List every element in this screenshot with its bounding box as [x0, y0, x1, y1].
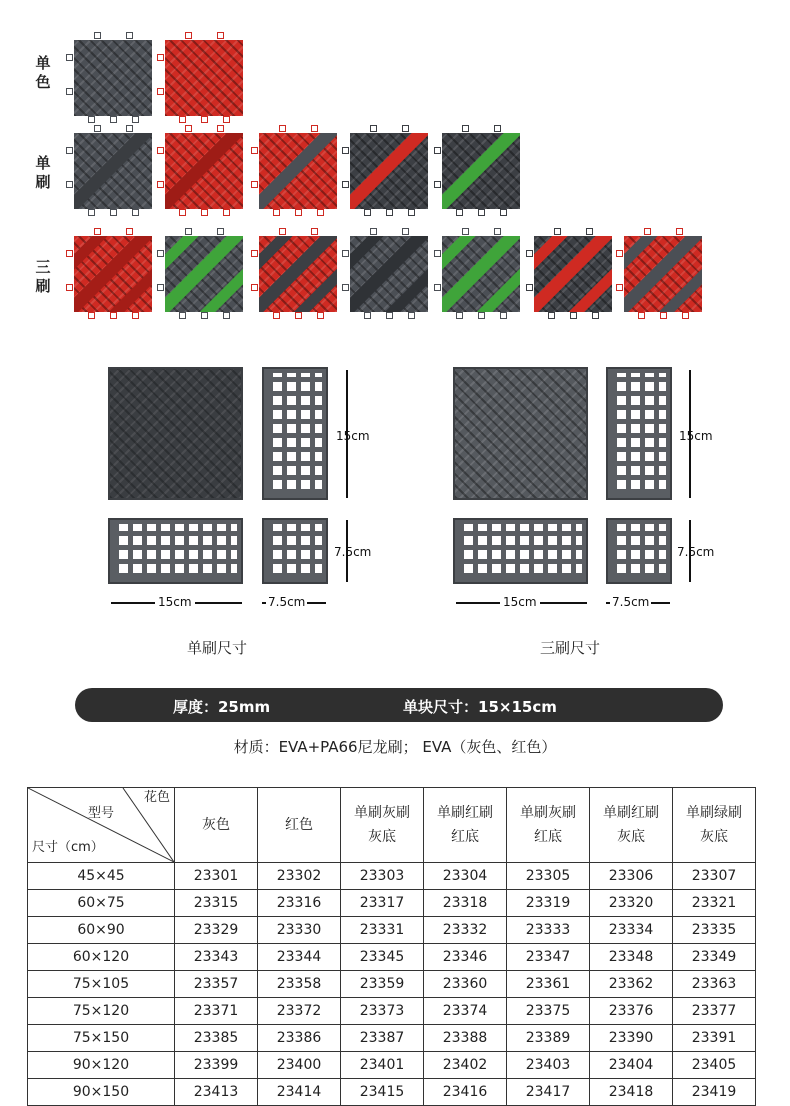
model-code-cell: 23307 [673, 863, 756, 890]
row-label-triple-brush: 三刷 [35, 258, 51, 295]
spec-banner [75, 688, 723, 722]
model-code-cell: 23359 [341, 971, 424, 998]
model-code-cell: 23344 [258, 944, 341, 971]
table-row [28, 1052, 756, 1079]
table-header-text: 灰色 [202, 817, 230, 833]
model-code-cell: 23419 [673, 1079, 756, 1106]
table-header-text: 灰底 [368, 829, 396, 845]
model-code-cell: 23332 [424, 917, 507, 944]
table-header-cell [175, 788, 258, 863]
model-code-cell: 23302 [258, 863, 341, 890]
model-code-cell: 23374 [424, 998, 507, 1025]
model-code-cell: 23318 [424, 890, 507, 917]
model-code-cell: 23399 [175, 1052, 258, 1079]
model-code-cell: 23401 [341, 1052, 424, 1079]
model-code-cell: 23387 [341, 1025, 424, 1052]
size-cell: 90×150 [28, 1079, 175, 1106]
model-code-cell: 23316 [258, 890, 341, 917]
single-brush-square-tile [108, 367, 243, 500]
row-label-single-color: 单色 [35, 54, 51, 91]
model-code-cell: 23391 [673, 1025, 756, 1052]
table-header-row [28, 788, 756, 863]
model-code-cell: 23404 [590, 1052, 673, 1079]
tile-swatch-single-brush [165, 133, 243, 209]
model-code-cell: 23413 [175, 1079, 258, 1106]
tile-swatch-triple-brush [165, 236, 243, 312]
tile-swatch-triple-brush [442, 236, 520, 312]
model-code-cell: 23386 [258, 1025, 341, 1052]
model-code-cell: 23346 [424, 944, 507, 971]
dim-label-7-5cm: 7.5cm [334, 545, 372, 559]
table-header-text: 红底 [451, 829, 479, 845]
model-code-cell: 23348 [590, 944, 673, 971]
model-code-cell: 23301 [175, 863, 258, 890]
material-spec: 材质：EVA+PA66尼龙刷； EVA（灰色、红色） [233, 738, 557, 756]
model-code-cell: 23320 [590, 890, 673, 917]
tile-swatch-triple-brush [624, 236, 702, 312]
triple-brush-edge-tile [606, 367, 672, 500]
size-cell: 75×105 [28, 971, 175, 998]
table-row [28, 890, 756, 917]
model-code-cell: 23418 [590, 1079, 673, 1106]
row-label-single-brush: 单刷 [35, 154, 51, 191]
single-brush-corner-tile [262, 518, 328, 584]
model-code-cell: 23371 [175, 998, 258, 1025]
model-code-cell: 23334 [590, 917, 673, 944]
dim-label-15cm: 15cm [336, 429, 370, 443]
size-cell: 45×45 [28, 863, 175, 890]
single-brush-size-caption: 单刷尺寸 [187, 639, 248, 657]
model-code-cell: 23389 [507, 1025, 590, 1052]
model-code-cell: 23390 [590, 1025, 673, 1052]
model-code-cell: 23388 [424, 1025, 507, 1052]
model-code-cell: 23315 [175, 890, 258, 917]
model-code-cell: 23402 [424, 1052, 507, 1079]
model-code-cell: 23375 [507, 998, 590, 1025]
triple-brush-square-tile [453, 367, 588, 500]
table-header-text: 单刷红刷 [603, 805, 659, 821]
model-code-cell: 23357 [175, 971, 258, 998]
model-code-cell: 23335 [673, 917, 756, 944]
triple-brush-corner-tile [606, 518, 672, 584]
model-code-cell: 23333 [507, 917, 590, 944]
model-code-cell: 23358 [258, 971, 341, 998]
model-code-cell: 23416 [424, 1079, 507, 1106]
table-header-text: 红底 [534, 829, 562, 845]
size-cell: 75×150 [28, 1025, 175, 1052]
dim-label-15cm: 15cm [679, 429, 713, 443]
single-brush-side-tile [108, 518, 243, 584]
table-header-text: 单刷绿刷 [686, 805, 742, 821]
table-row [28, 944, 756, 971]
table-row [28, 998, 756, 1025]
table-header-cell [673, 788, 756, 863]
model-code-cell: 23317 [341, 890, 424, 917]
size-cell: 60×120 [28, 944, 175, 971]
thickness-spec: 厚度：25mm [173, 698, 271, 716]
model-code-cell: 23417 [507, 1079, 590, 1106]
tile-swatch-single-brush [442, 133, 520, 209]
table-header-cell [507, 788, 590, 863]
size-cell: 60×90 [28, 917, 175, 944]
tile-swatch-triple-brush [350, 236, 428, 312]
model-code-cell: 23372 [258, 998, 341, 1025]
table-row [28, 1025, 756, 1052]
model-code-cell: 23400 [258, 1052, 341, 1079]
model-table [27, 787, 756, 1106]
model-code-cell: 23363 [673, 971, 756, 998]
table-corner-cell [28, 788, 175, 863]
table-header-text: 单刷灰刷 [520, 805, 576, 821]
tile-swatch-triple-brush [74, 236, 152, 312]
dim-label-15cm: 15cm [155, 595, 195, 609]
tile-swatch-single-brush [74, 133, 152, 209]
table-row [28, 917, 756, 944]
table-header-text: 灰底 [700, 829, 728, 845]
triple-brush-side-tile [453, 518, 588, 584]
single-brush-edge-tile [262, 367, 328, 500]
table-header-text: 红色 [285, 817, 313, 833]
tile-swatch-single-brush [259, 133, 337, 209]
size-cell: 60×75 [28, 890, 175, 917]
table-header-text: 单刷灰刷 [354, 805, 410, 821]
dim-label-15cm: 15cm [500, 595, 540, 609]
model-code-cell: 23330 [258, 917, 341, 944]
table-header-cell [424, 788, 507, 863]
tile-swatch-single-color [74, 40, 152, 116]
table-row [28, 1079, 756, 1106]
model-code-cell: 23304 [424, 863, 507, 890]
dim-label-7-5cm: 7.5cm [677, 545, 715, 559]
model-code-cell: 23373 [341, 998, 424, 1025]
model-code-cell: 23303 [341, 863, 424, 890]
model-code-cell: 23306 [590, 863, 673, 890]
size-cell: 75×120 [28, 998, 175, 1025]
model-code-cell: 23362 [590, 971, 673, 998]
model-code-cell: 23329 [175, 917, 258, 944]
model-code-cell: 23415 [341, 1079, 424, 1106]
model-code-cell: 23360 [424, 971, 507, 998]
block-size-spec: 单块尺寸：15×15cm [403, 698, 557, 716]
table-header-cell [341, 788, 424, 863]
table-header-cell [258, 788, 341, 863]
model-code-cell: 23345 [341, 944, 424, 971]
table-row [28, 863, 756, 890]
model-code-cell: 23343 [175, 944, 258, 971]
size-cell: 90×120 [28, 1052, 175, 1079]
model-code-cell: 23347 [507, 944, 590, 971]
corner-label-model: 型号 [88, 806, 115, 821]
model-code-cell: 23305 [507, 863, 590, 890]
table-header-text: 单刷红刷 [437, 805, 493, 821]
model-code-cell: 23321 [673, 890, 756, 917]
tile-swatch-triple-brush [259, 236, 337, 312]
tile-swatch-single-brush [350, 133, 428, 209]
tile-swatch-triple-brush [534, 236, 612, 312]
model-code-cell: 23414 [258, 1079, 341, 1106]
model-code-cell: 23376 [590, 998, 673, 1025]
tile-swatch-single-color [165, 40, 243, 116]
model-code-cell: 23319 [507, 890, 590, 917]
dim-label-7-5cm: 7.5cm [268, 595, 306, 609]
table-header-cell [590, 788, 673, 863]
model-code-cell: 23385 [175, 1025, 258, 1052]
model-code-cell: 23405 [673, 1052, 756, 1079]
model-code-cell: 23377 [673, 998, 756, 1025]
model-code-cell: 23349 [673, 944, 756, 971]
corner-label-size: 尺寸（cm） [32, 840, 104, 855]
model-code-cell: 23361 [507, 971, 590, 998]
table-row [28, 971, 756, 998]
corner-label-pattern: 花色 [143, 790, 170, 805]
table-header-text: 灰底 [617, 829, 645, 845]
model-code-cell: 23403 [507, 1052, 590, 1079]
triple-brush-size-caption: 三刷尺寸 [540, 639, 601, 657]
dim-label-7-5cm: 7.5cm [612, 595, 650, 609]
model-code-cell: 23331 [341, 917, 424, 944]
